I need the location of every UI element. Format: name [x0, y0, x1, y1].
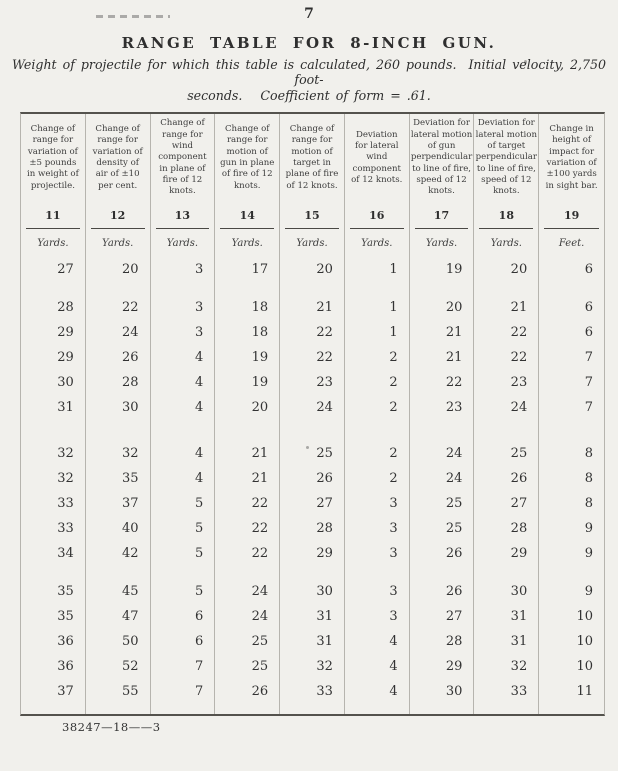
separator-cell	[474, 566, 539, 579]
table-cell: 4	[345, 654, 410, 679]
table-cell: 24	[280, 395, 345, 420]
separator-cell	[474, 704, 539, 714]
table-cell: 29	[21, 345, 86, 370]
unit-label: Yards.	[215, 229, 280, 257]
column-number-18: 18	[474, 202, 539, 229]
table-cell: 1	[345, 295, 410, 320]
separator-cell	[410, 704, 475, 714]
table-cell: 9	[584, 521, 593, 536]
table-cell: 35	[21, 579, 86, 604]
separator-cell	[21, 282, 86, 295]
table-cell: 36	[21, 629, 86, 654]
column-header-17: Deviation for lateral motion of gun perpendicular to line of fire, speed of 12 knots.	[410, 114, 475, 202]
table-cell: 22	[86, 295, 151, 320]
table-header-row	[21, 114, 604, 202]
separator-cell	[215, 282, 280, 295]
table-cell: 31	[21, 395, 86, 420]
table-cell: 10	[576, 634, 593, 649]
separator-cell	[410, 566, 475, 579]
table-cell: 22	[280, 345, 345, 370]
table-row	[21, 516, 604, 541]
group-separator	[21, 566, 604, 579]
table-cell: 36	[21, 654, 86, 679]
table-cell: 3	[345, 604, 410, 629]
table-cell: 3	[345, 516, 410, 541]
table-cell: 22	[215, 516, 280, 541]
page-number: 7	[304, 6, 314, 22]
table-row	[21, 395, 604, 420]
table-row	[21, 257, 604, 282]
separator-cell	[410, 420, 475, 441]
separator-cell	[215, 420, 280, 441]
table-cell: 2	[345, 441, 410, 466]
plate-number: 38247—18——3	[62, 720, 161, 734]
table-cell: 18	[215, 295, 280, 320]
separator-cell	[539, 566, 604, 579]
table-cell: 33	[280, 679, 345, 704]
subtitle-line-1: Weight of projectile for which this table is calculated, 260 pounds. Initial velocity, 2,750 foot-	[11, 57, 613, 88]
table-cell: 24	[410, 466, 475, 491]
table-cell: 4	[345, 679, 410, 704]
table-cell: 30	[280, 579, 345, 604]
table-cell: 24	[215, 579, 280, 604]
table-row	[21, 441, 604, 466]
table-cell: 1	[345, 257, 410, 282]
unit-label: Yards.	[21, 229, 86, 257]
column-header-12: Change of range for variation of density of air of ±10 per cent.	[86, 114, 151, 202]
column-number-17: 17	[410, 202, 475, 229]
table-cell: 31	[280, 604, 345, 629]
unit-label: Yards.	[280, 229, 345, 257]
table-cell: 25	[410, 491, 475, 516]
separator-cell	[345, 420, 410, 441]
table-cell: 4	[151, 370, 216, 395]
table-cell: 28	[474, 516, 539, 541]
table-cell: 34	[21, 541, 86, 566]
table-cell: 21	[280, 295, 345, 320]
unit-label: Yards.	[151, 229, 216, 257]
table-cell: 17	[215, 257, 280, 282]
table-cell: 31	[280, 629, 345, 654]
unit-label: Yards.	[474, 229, 539, 257]
table-cell: 23	[410, 395, 475, 420]
table-cell: 40	[86, 516, 151, 541]
table-cell: 28	[21, 295, 86, 320]
table-cell: 8	[584, 446, 593, 461]
table-cell: 27	[474, 491, 539, 516]
table-cell: 22	[215, 491, 280, 516]
table-cell: 7	[151, 654, 216, 679]
column-header-13: Change of range for wind component in plane of fire of 12 knots.	[151, 114, 216, 202]
unit-label: Yards.	[345, 229, 410, 257]
table-cell: 25	[410, 516, 475, 541]
group-separator	[21, 420, 604, 441]
table-cell: 30	[21, 370, 86, 395]
table-cell: 3	[151, 295, 216, 320]
separator-cell	[21, 704, 86, 714]
table-cell: 5	[151, 516, 216, 541]
column-header-15: Change of range for motion of target in plane of fire of 12 knots.	[280, 114, 345, 202]
table-cell: 5	[151, 579, 216, 604]
table-cell: 4	[151, 466, 216, 491]
group-separator	[21, 282, 604, 295]
table-cell: 9	[584, 584, 593, 599]
table-cell: 10	[576, 609, 593, 624]
table-row	[21, 579, 604, 604]
table-cell: 27	[21, 257, 86, 282]
table-cell: 50	[86, 629, 151, 654]
table-cell: 2	[345, 370, 410, 395]
separator-cell	[86, 282, 151, 295]
column-number-15: 15	[280, 202, 345, 229]
table-cell: 22	[215, 541, 280, 566]
table-cell: 30	[86, 395, 151, 420]
table-cell: 30	[474, 579, 539, 604]
column-header-19: Change in height of impact for variation of ±100 yards in sight bar.	[545, 123, 598, 191]
table-cell: 32	[21, 441, 86, 466]
separator-cell	[151, 282, 216, 295]
separator-cell	[345, 566, 410, 579]
table-row	[21, 654, 604, 679]
table-cell: 3	[151, 257, 216, 282]
separator-cell	[21, 566, 86, 579]
table-cell: 25	[474, 441, 539, 466]
table-cell: 19	[410, 257, 475, 282]
separator-cell	[539, 704, 604, 714]
table-cell: 20	[215, 395, 280, 420]
table-cell: 4	[345, 629, 410, 654]
table-cell: 7	[584, 400, 593, 415]
separator-cell	[474, 282, 539, 295]
table-cell: 4	[151, 441, 216, 466]
table-cell: 9	[584, 546, 593, 561]
separator-cell	[86, 420, 151, 441]
table-row	[21, 679, 604, 704]
table-cell: 20	[280, 257, 345, 282]
table-cell: 37	[86, 491, 151, 516]
table-cell: 2	[345, 466, 410, 491]
table-cell: 8	[584, 471, 593, 486]
table-cell: 24	[215, 604, 280, 629]
table-cell: 8	[584, 496, 593, 511]
table-cell: 27	[410, 604, 475, 629]
column-number-16: 16	[345, 202, 410, 229]
table-cell: 26	[86, 345, 151, 370]
table-cell: 32	[280, 654, 345, 679]
separator-cell	[215, 566, 280, 579]
range-table	[20, 112, 605, 716]
separator-cell	[280, 282, 345, 295]
table-cell: 11	[576, 684, 593, 699]
table-cell: 31	[474, 604, 539, 629]
table-cell: 28	[410, 629, 475, 654]
table-row	[21, 541, 604, 566]
table-cell: 20	[410, 295, 475, 320]
column-number-14: 14	[215, 202, 280, 229]
table-cell: 22	[280, 320, 345, 345]
separator-cell	[539, 420, 604, 441]
table-row	[21, 320, 604, 345]
table-cell: 7	[151, 679, 216, 704]
separator-cell	[345, 704, 410, 714]
table-cell: 20	[86, 257, 151, 282]
table-cell: 6	[584, 300, 593, 315]
table-cell: 37	[21, 679, 86, 704]
table-cell: 7	[584, 375, 593, 390]
separator-cell	[21, 420, 86, 441]
table-cell: 18	[215, 320, 280, 345]
table-bottom-padding	[21, 704, 604, 714]
page-title: RANGE TABLE FOR 8-INCH GUN.	[121, 34, 497, 52]
column-number-19: 19	[539, 202, 604, 229]
separator-cell	[86, 566, 151, 579]
table-cell: 24	[86, 320, 151, 345]
table-cell: 55	[86, 679, 151, 704]
table-cell: 33	[474, 679, 539, 704]
separator-cell	[215, 704, 280, 714]
separator-cell	[151, 704, 216, 714]
table-cell: 31	[474, 629, 539, 654]
table-cell: 4	[151, 395, 216, 420]
table-row	[21, 604, 604, 629]
table-cell: 26	[410, 541, 475, 566]
table-cell: 29	[280, 541, 345, 566]
table-cell: 26	[280, 466, 345, 491]
table-cell: 26	[410, 579, 475, 604]
subtitle	[6, 57, 612, 103]
column-number-13: 13	[151, 202, 216, 229]
table-cell: 32	[474, 654, 539, 679]
table-cell: 30	[410, 679, 475, 704]
table-cell: 35	[21, 604, 86, 629]
table-cell: 47	[86, 604, 151, 629]
table-cell: 33	[21, 491, 86, 516]
column-header-16: Deviation for lateral wind component of 12 knots.	[345, 114, 410, 202]
table-cell: 19	[215, 370, 280, 395]
table-cell: 21	[410, 345, 475, 370]
table-cell: 23	[280, 370, 345, 395]
table-row	[21, 491, 604, 516]
table-cell: 22	[410, 370, 475, 395]
table-cell: 20	[474, 257, 539, 282]
separator-cell	[474, 420, 539, 441]
separator-cell	[280, 704, 345, 714]
column-header-14: Change of range for motion of gun in plane of fire of 12 knots.	[215, 114, 280, 202]
table-cell: 3	[345, 541, 410, 566]
table-cell: 29	[474, 541, 539, 566]
table-row	[21, 345, 604, 370]
table-cell: 25	[215, 629, 280, 654]
table-cell: 5	[151, 491, 216, 516]
table-cell: 3	[345, 579, 410, 604]
separator-cell	[345, 282, 410, 295]
table-cell: 25	[215, 654, 280, 679]
table-cell: 4	[151, 345, 216, 370]
column-header-11: Change of range for variation of ±5 pounds in weight of projectile.	[21, 114, 86, 202]
separator-cell	[280, 420, 345, 441]
table-cell: 19	[215, 345, 280, 370]
separator-cell	[410, 282, 475, 295]
table-cell: 21	[215, 441, 280, 466]
column-numbers-row	[21, 202, 604, 229]
separator-cell	[151, 420, 216, 441]
table-cell: 6	[584, 262, 593, 277]
table-cell: 45	[86, 579, 151, 604]
table-cell: 2	[345, 345, 410, 370]
table-cell: 26	[474, 466, 539, 491]
table-cell: 6	[151, 629, 216, 654]
table-cell: 22	[474, 320, 539, 345]
table-cell: 29	[410, 654, 475, 679]
table-row	[21, 295, 604, 320]
table-cell: 3	[151, 320, 216, 345]
separator-cell	[86, 704, 151, 714]
table-cell: 33	[21, 516, 86, 541]
table-cell: 2	[345, 395, 410, 420]
column-header-18: Deviation for lateral motion of target perpendicular to line of fire, speed of 12 knots.	[474, 114, 539, 202]
table-cell: 24	[474, 395, 539, 420]
units-row	[21, 229, 604, 257]
table-cell: 25	[280, 441, 345, 466]
table-cell: 32	[21, 466, 86, 491]
table-cell: 21	[410, 320, 475, 345]
table-cell: 6	[151, 604, 216, 629]
table-cell: 6	[584, 325, 593, 340]
table-cell: 27	[280, 491, 345, 516]
separator-cell	[539, 282, 604, 295]
table-cell: 28	[280, 516, 345, 541]
table-cell: 10	[576, 659, 593, 674]
table-cell: 5	[151, 541, 216, 566]
table-cell: 35	[86, 466, 151, 491]
separator-cell	[280, 566, 345, 579]
table-cell: 24	[410, 441, 475, 466]
table-cell: 21	[474, 295, 539, 320]
table-row	[21, 629, 604, 654]
table-cell: 26	[215, 679, 280, 704]
table-cell: 42	[86, 541, 151, 566]
table-cell: 21	[215, 466, 280, 491]
subtitle-line-2: seconds. Coefficient of form = .61.	[187, 87, 431, 103]
unit-label: Feet.	[558, 237, 585, 249]
table-cell: 52	[86, 654, 151, 679]
table-cell: 3	[345, 491, 410, 516]
unit-label: Yards.	[410, 229, 475, 257]
table-cell: 1	[345, 320, 410, 345]
separator-cell	[151, 566, 216, 579]
table-row	[21, 466, 604, 491]
table-cell: 28	[86, 370, 151, 395]
table-cell: 22	[474, 345, 539, 370]
table-cell: 29	[21, 320, 86, 345]
table-cell: 7	[584, 350, 593, 365]
table-cell: 23	[474, 370, 539, 395]
column-number-11: 11	[21, 202, 86, 229]
table-cell: 32	[86, 441, 151, 466]
unit-label: Yards.	[86, 229, 151, 257]
table-row	[21, 370, 604, 395]
column-number-12: 12	[86, 202, 151, 229]
